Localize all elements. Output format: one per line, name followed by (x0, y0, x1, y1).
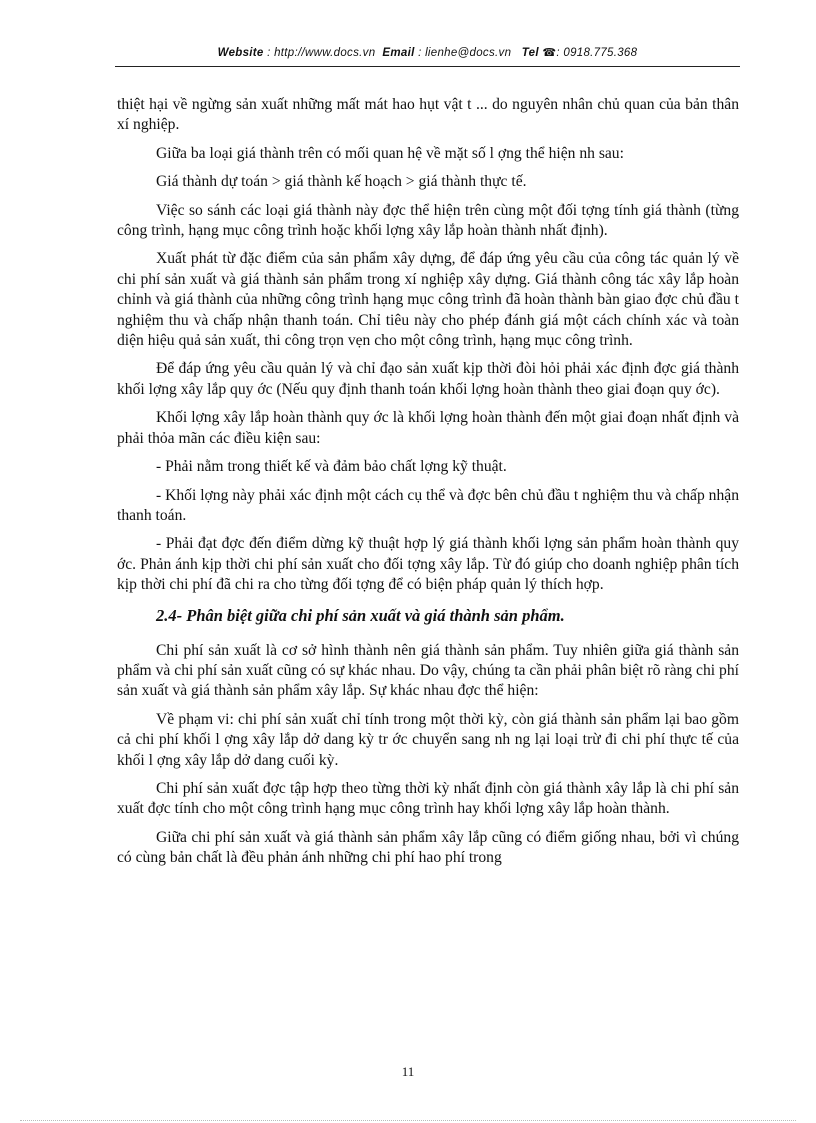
tel-value: : 0918.775.368 (556, 47, 638, 59)
website-value[interactable]: : http://www.docs.vn (267, 47, 376, 59)
section-heading: 2.4- Phân biệt giữa chi phí sản xuất và giá thành sản phẩm. (156, 605, 565, 625)
paragraph: thiệt hại về ngừng sản xuất những mất mát hao hụt vật t ... do nguyên nhân chủ quan của bản thân xí nghiệp. (117, 96, 739, 134)
list-item: - Phải đạt đợc đến điểm dừng kỹ thuật hợp lý giá thành khối lợng sản phẩm hoàn thành quy ớc. Phản ánh kịp thời chi phí sản xuất cho đối tợng xây lắp. Từ đó giúp cho doanh nghiệp phân tích kịp thời chi phí đã chi ra cho từng đối tợng để có biện pháp quản lý thích hợp. (117, 535, 739, 594)
list-item: - Khối lợng này phải xác định một cách cụ thể và đợc bên chủ đầu t nghiệm thu và chấp nhận thanh toán. (117, 486, 739, 524)
list-item: - Phải nằm trong thiết kế và đảm bảo chất lợng kỹ thuật. (156, 458, 507, 476)
paragraph: Xuất phát từ đặc điểm của sản phẩm xây dựng, để đáp ứng yêu cầu của công tác quản lý về chi phí sản xuất và giá thành sản phẩm trong xí nghiệp xây dựng. Giá thành công tác xây lắp hoàn chỉnh và giá thành của những công trình hạng mục công trình đã hoàn thành bàn giao đợc chủ đầu t nghiệm thu và chấp nhận thanh toán. Chỉ tiêu này cho phép đánh giá một cách chính xác và toàn diện hiệu quả sản xuất, thi công trọn vẹn cho một công trình, hạng mục công trình. (117, 250, 739, 350)
document-body (117, 95, 739, 877)
paragraph: Khối lợng xây lắp hoàn thành quy ớc là khối lợng hoàn thành đến một giai đoạn nhất định và phải thỏa mãn các điều kiện sau: (117, 409, 739, 447)
paragraph: Giữa ba loại giá thành trên có mối quan hệ về mặt số l ợng thể hiện nh sau: (156, 144, 624, 162)
paragraph: Chi phí sản xuất đợc tập hợp theo từng thời kỳ nhất định còn giá thành xây lắp là chi phí sản xuất đợc tính cho một công trình hạng mục công trình hay khối lợng xây lắp hoàn thành. (117, 779, 739, 818)
page-header (115, 46, 740, 66)
header-divider (115, 66, 740, 67)
paragraph: Để đáp ứng yêu cầu quản lý và chỉ đạo sản xuất kịp thời đòi hỏi phải xác định đợc giá thành khối lợng xây lắp quy ớc (Nếu quy định thanh toán khối lợng hoàn thành theo giai đoạn quy ớc). (117, 360, 739, 398)
website-label: Website (217, 47, 264, 59)
paragraph: Chi phí sản xuất là cơ sở hình thành nên giá thành sản phẩm. Tuy nhiên giữa giá thành sản phẩm và chi phí sản xuất cũng có sự khác nhau. Do vậy, chúng ta cần phải phân biệt rõ ràng chi phí sản xuất và giá thành sản phẩm xây lắp. Sự khác nhau đợc thể hiện: (117, 641, 739, 700)
tel-label: Tel (521, 47, 539, 59)
paragraph: Việc so sánh các loại giá thành này đợc thể hiện trên cùng một đối tợng tính giá thành (từng công trình, hạng mục công trình hoặc khối lợng xây lắp hoàn thành nhất định). (117, 201, 739, 240)
paragraph: Giữa chi phí sản xuất và giá thành sản phẩm xây lắp cũng có điểm giống nhau, bởi vì chúng có cùng bản chất là đều phản ánh những chi phí hao phí trong (117, 828, 739, 867)
phone-icon: ☎ (542, 47, 557, 59)
footer-divider (20, 1120, 796, 1121)
paragraph: Giá thành dự toán > giá thành kế hoạch > giá thành thực tế. (156, 173, 527, 191)
email-value[interactable]: : lienhe@docs.vn (418, 47, 512, 59)
page-number: 11 (401, 1064, 415, 1079)
paragraph: Về phạm vi: chi phí sản xuất chỉ tính trong một thời kỳ, còn giá thành sản phẩm lại bao gồm cả chi phí khối l ợng xây lắp dở dang kỳ tr ớc chuyển sang nh ng lại loại trừ đi chi phí thực tế của khối l ợng xây lắp dở dang cuối kỳ. (117, 710, 739, 769)
email-label: Email (382, 47, 415, 59)
